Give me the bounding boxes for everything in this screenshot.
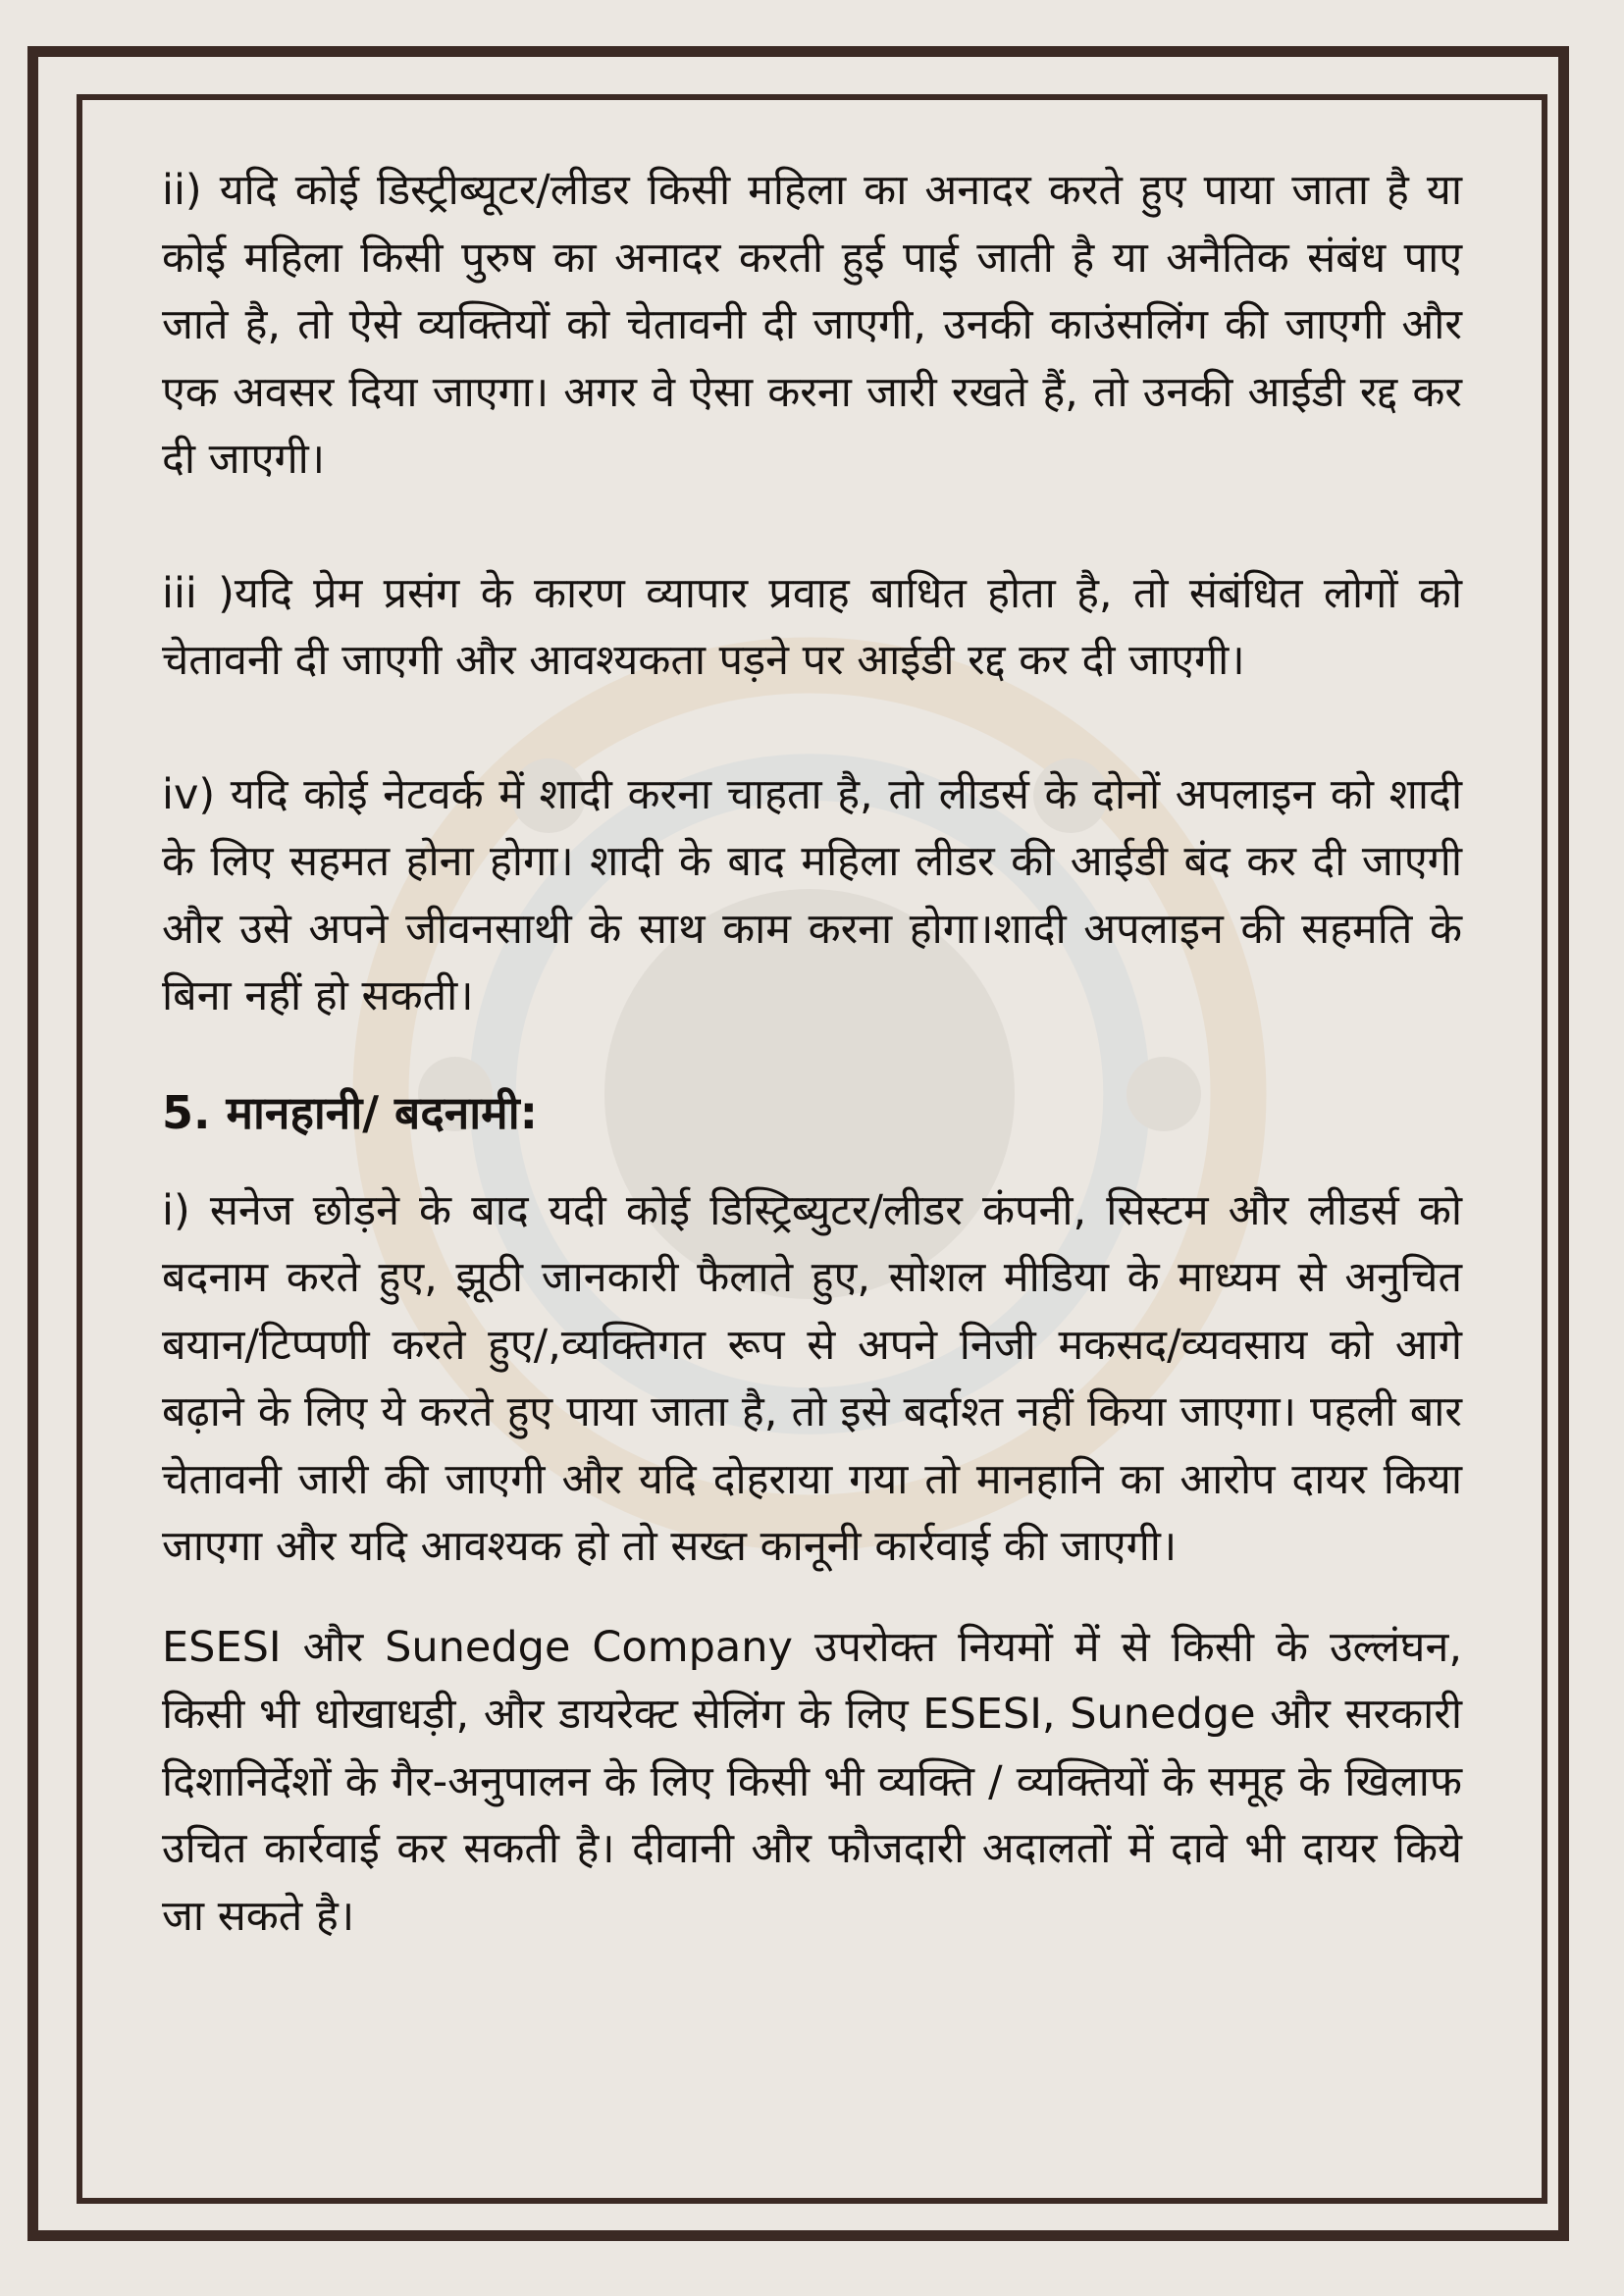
section-5-heading: 5. मानहानी/ बदनामी: (162, 1085, 539, 1139)
paragraph-ii: ii) यदि कोई डिस्ट्रीब्यूटर/लीडर किसी महिला का अनादर करते हुए पाया जाता है या कोई महिला किसी पुरुष का अनादर करती हुई पाई जाती है या अनैतिक संबंध पाए जाते है, तो ऐसे व्यक्तियों को चेतावनी दी जाएगी, उनकी काउंसलिंग की जाएगी और एक अवसर दिया जाएगा। अगर वे ऐसा करना जारी रखते हैं, तो उनकी आईडी रद्द कर दी जाएगी। (162, 166, 1462, 484)
paragraph-iv: iv) यदि कोई नेटवर्क में शादी करना चाहता है, तो लीडर्स के दोनों अपलाइन को शादी के लिए सहमत होना होगा। शादी के बाद महिला लीडर की आईडी बंद कर दी जाएगी और उसे अपने जीवनसाथी के साथ काम करना होगा।शादी अपलाइन की सहमति के बिना नहीं हो सकती। (162, 769, 1462, 1020)
paragraph-iii: iii )यदि प्रेम प्रसंग के कारण व्यापार प्रवाह बाधित होता है, तो संबंधित लोगों को चेतावनी दी जाएगी और आवश्यकता पड़ने पर आईडी रद्द कर दी जाएगी। (162, 568, 1462, 685)
section-5-paragraph-i: i) सनेज छोड़ने के बाद यदी कोई डिस्ट्रिब्युटर/लीडर कंपनी, सिस्टम और लीडर्स को बदनाम करते हुए, झूठी जानकारी फैलाते हुए, सोशल मीडिया के माध्यम से अनुचित बयान/टिप्पणी करते हुए/,व्यक्तिगत रूप से अपने निजी मकसद/व्यवसाय को आगे बढ़ाने के लिए ये करते हुए पाया जाता है, तो इसे बर्दाश्त नहीं किया जाएगा। पहली बार चेतावनी जारी की जाएगी और यदि दोहराया गया तो मानहानि का आरोप दायर किया जाएगा और यदि आवश्यक हो तो सख्त कानूनी कार्रवाई की जाएगी। (162, 1185, 1462, 1571)
document-body (162, 157, 1462, 1950)
closing-paragraph: ESESI और Sunedge Company उपरोक्त नियमों में से किसी के उल्लंघन, किसी भी धोखाधड़ी, और डायरेक्ट सेलिंग के लिए ESESI, Sunedge और सरकारी दिशानिर्देशों के गैर-अनुपालन के लिए किसी भी व्यक्ति / व्यक्तियों के समूह के खिलाफ उचित कार्रवाई कर सकती है। दीवानी और फौजदारी अदालतों में दावे भी दायर किये जा सकते है। (162, 1622, 1462, 1941)
